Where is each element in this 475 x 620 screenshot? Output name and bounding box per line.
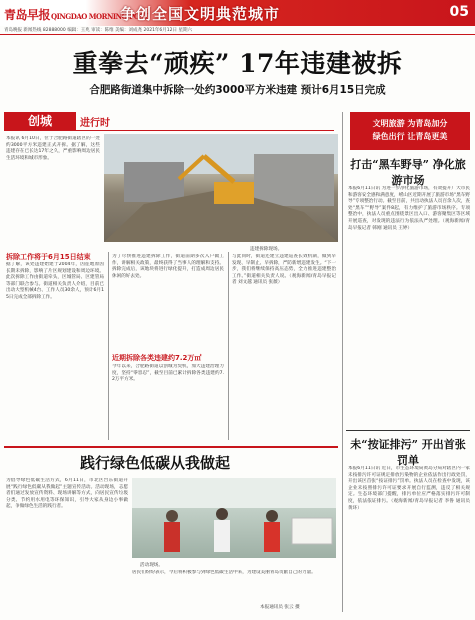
headline-title: 重拳去“顽疾” 17年违建被拆 [72, 49, 403, 78]
col1-text: 据了解，该处违建始建于2004年，因征地原因长期未拆除，影响了片区规划建设和周边环境。此次拆除工作由街道牵头，区城管局、区建管局等部门联合参与。街道相关负责人介绍，目前已出动大型机械4台、工作人员30余人，预计6月15日完成全部拆除工作。 [6, 262, 104, 300]
right-promo-tag: 文明旅游 为青岛加分 绿色出行 让青岛更美 [350, 112, 470, 150]
right2-article-text: 本报6月11日讯 近日，市生态环境局黄岛分局对辖区内一家未按排污许可证规定排放污染物的企业依法作出行政处罚，开出该区首张“按证排污”罚单。执法人员在检查中发现，该企业未按照排污许可证要求开展自行监测，违反了相关规定。生态环境部门提醒，排污单位应严格落实排污许可制度，依法依证排污。（观海新闻/青岛早报记者 李鲁 通讯员 黄环） [348, 466, 470, 511]
page-slogan: 争创全国文明典范城市 [120, 5, 281, 23]
section-tag: 创城 [4, 112, 76, 130]
editor-meta: 青岛晚报 新闻热线 82888000 编辑：王兆 审读：陈维 美编：刘成尧 2021年6月12日 星期六 [4, 28, 192, 33]
col-divider [228, 252, 229, 440]
page-number: 05 [449, 4, 469, 20]
section-rule [4, 130, 334, 131]
right-article-text: 本报6月11日讯 为进一步净化旅游市场，有效提升广大市民和游客安全感和满意度，崂山区近期开展了旅游市场“黑车野导”专项整治行动。截至目前，共出动执法人员百余人次，查处“黑车”“野导”案件8起，有力维护了旅游市场秩序。专项整治中，执法人员重点围绕景区出入口、游客聚集区等区域开展巡查，对发现的违法行为依法从严处理。（观海新闻/青岛早报记者 韩刚 通讯员 王婷） [348, 186, 470, 231]
col2-text: 为了尽快推进违建拆除工作，街道前期多次入户做工作，讲解相关政策，最终获得了当事人的理解和支持。拆除完成后，该地块将进行绿化提升，打造成周边居民休闲的好去处。 [112, 254, 224, 279]
section-rule [346, 430, 470, 431]
section-subtag: 进行时 [80, 118, 110, 129]
right-headline: 打击“黑车野导” 净化旅游市场 [350, 158, 466, 187]
activity-photo [132, 478, 336, 558]
headline-subtitle: 合肥路街道集中拆除一处约3000平方米违建 预计6月15日完成 [89, 84, 386, 96]
green-text: 为倡导绿色低碳生活方式，6月11日，市北区台东街道开展“践行绿色低碳从我做起”主题宣传活动。活动现场，志愿者们通过发放宣传资料、现场讲解等方式，向居民宣传垃圾分类、节约用水用电等环保知识，引导大家从身边小事做起，争做绿色生活的践行者。 [6, 478, 128, 510]
col2-subhead: 近期拆除各类违建约7.2万㎡ [112, 354, 202, 362]
section-rule [4, 446, 338, 448]
people-illustration [132, 478, 336, 558]
lead-paragraph: 本报讯 6月10日，位于合肥路街道辖区的一处约3000平方米违建正式开拆。据了解，这些违建存在已长达17年之久，严重影响周边居民生活环境和城市形象。 [6, 136, 100, 161]
green-headline: 践行绿色低碳从我做起 [80, 454, 231, 472]
right-col-divider [342, 112, 343, 612]
header-divider [0, 34, 475, 35]
col3-text: 与此同时，街道还建立违建巡查长效机制，做到早发现、早制止、早拆除，严防新增违建发生。“下一步，我们将继续保持高压态势，全力推进违建整治工作。”街道相关负责人说。（观海新闻/青岛早报记者 刘文越 通讯员 张薇） [232, 254, 336, 286]
green-credit: 本报通讯员 张云 摄 [260, 605, 300, 610]
col2-text-b: 今年以来，合肥路街道以创城为契机，加大违建治理力度，坚持“零容忍”，截至目前已累计拆除各类违建约7.2万平方米。 [112, 364, 224, 383]
col-divider [108, 252, 109, 440]
excavator-illustration [104, 134, 338, 242]
right2-headline: 未“按证排污” 开出首张罚单 [350, 438, 466, 467]
green-photo-caption: 活动现场。 [140, 563, 163, 568]
demolition-photo [104, 134, 338, 242]
green-text-b: 居民们纷纷表示，今后将积极参与到绿色低碳生活中来，为建设美丽青岛贡献自己的力量。 [132, 570, 316, 575]
col1-subhead: 拆除工作将于6月15日结束 [6, 253, 91, 261]
newspaper-logo: 青岛早报QINGDAO MORNING POST [4, 8, 149, 22]
photo-caption: 违建拆除现场。 [250, 247, 283, 252]
